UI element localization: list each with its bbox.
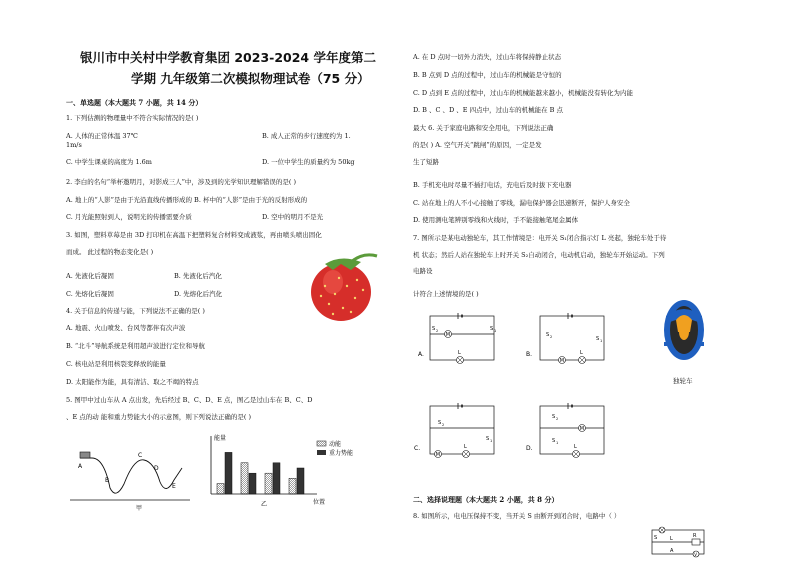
point-a-label: A bbox=[78, 463, 83, 470]
circuit-a-label: A. bbox=[418, 351, 424, 358]
q6-option-d: D. 使用测电笔辨别零线和火线时，手不能接触笔尾金属体 bbox=[413, 216, 579, 224]
lamp-label: L bbox=[464, 444, 467, 450]
point-b-label: B bbox=[105, 477, 110, 484]
q1-stem: 1. 下列估测的物理量中不符合实际情况的是( ) bbox=[66, 114, 199, 122]
q1-option-b: B. 成人正常的步行速度约为 1. bbox=[262, 132, 351, 140]
legend-potential: 重力势能 bbox=[329, 450, 354, 457]
q5-stem-2: 、E 点的动 能和重力势能大小的示意图，则下列说法正确的是( ) bbox=[66, 413, 252, 421]
switch-s2-label: S bbox=[546, 332, 550, 338]
chart-y-label: 能量 bbox=[214, 435, 227, 442]
q2-option-c: C. 月光能照射到人，说明光的传播需要介质 bbox=[66, 213, 192, 221]
roller-coaster-figure bbox=[70, 438, 205, 513]
q3-stem-2: 而成。 此过程的物态变化是( ) bbox=[66, 248, 154, 256]
point-e-label: E bbox=[172, 483, 176, 490]
energy-bar-chart bbox=[205, 432, 375, 510]
q3-option-b: B. 先液化后汽化 bbox=[174, 272, 222, 280]
q7-stem-4: 计符合上述情境的是( ) bbox=[413, 290, 479, 298]
q5-option-d: D. B 、C 、D 、E 四点中，过山车的机械能在 B 点 bbox=[413, 106, 563, 114]
q7-stem-2: 机 状态；然后人站在独轮车上时开关 S₂自动闭合，电动机启动，独轮车开始运动。下列 bbox=[413, 251, 665, 259]
motor-label: M bbox=[435, 452, 441, 459]
q4-option-c: C. 核电站是利用核裂变释放的能量 bbox=[66, 360, 166, 368]
switch-s1-label: S bbox=[596, 336, 600, 342]
unicycle-caption: 独轮车 bbox=[673, 377, 693, 385]
circuit-d bbox=[526, 402, 612, 460]
q8-lamp-label: L bbox=[670, 536, 673, 542]
switch-s1-label: S bbox=[486, 436, 490, 442]
q5-option-b: B. B 点到 D 点的过程中，过山车的机械能是守恒的 bbox=[413, 71, 562, 79]
q6-option-c: C. 站在地上的人不小心接触了零线，漏电保护器会迅速断开，保护人身安全 bbox=[413, 199, 630, 207]
switch-s1-sub: 1 bbox=[600, 339, 603, 343]
switch-s2-sub: 2 bbox=[550, 335, 553, 339]
q3-option-c: C. 先熔化后凝固 bbox=[66, 290, 114, 298]
switch-s1-sub: 1 bbox=[494, 329, 497, 333]
q7-stem-3: 电路设 bbox=[413, 267, 433, 275]
lamp-label: L bbox=[458, 350, 461, 356]
bar-kinetic-B bbox=[217, 484, 224, 494]
switch-s1-sub: 1 bbox=[556, 441, 559, 445]
q6-stem-2: 的是( ) A. 空气开关“跳闸”的原因，一定是发 bbox=[413, 141, 542, 149]
q1-option-c: C. 中学生课桌的高度为 1.6m bbox=[66, 158, 152, 166]
coaster-car bbox=[80, 452, 90, 458]
q3-option-d: D. 先熔化后汽化 bbox=[174, 290, 223, 298]
exam-title-line2: 学期 九年级第二次模拟物理试卷（75 分） bbox=[131, 71, 370, 86]
motor-label: M bbox=[559, 358, 565, 365]
point-d-label: D bbox=[154, 465, 159, 472]
bar-potential-C bbox=[249, 473, 256, 494]
resistor-icon bbox=[692, 539, 700, 545]
circuit-b bbox=[526, 312, 612, 367]
switch-s1-label: S bbox=[490, 326, 494, 332]
circuit-d-label: D. bbox=[526, 445, 533, 452]
bar-potential-B bbox=[225, 452, 232, 494]
q5-stem-1: 5. 图甲中过山车从 A 点出发，先后经过 B、C、D、E 点，图乙是过山车在 B、C、D bbox=[66, 396, 313, 404]
point-c-label: C bbox=[138, 452, 143, 459]
q3-stem-1: 3. 如图，塑料草莓是由 3D 打印机在高温下把塑料复合材料变成液浆，再由喷头喷出固化 bbox=[66, 231, 322, 239]
q1-option-d: D. 一位中学生的质量约为 50kg bbox=[262, 158, 355, 166]
exam-title-line1: 银川市中关村中学教育集团 2023-2024 学年度第二 bbox=[80, 50, 376, 65]
q8-stem: 8. 如图所示，电电压保持不变，当开关 S 由断开到闭合时，电路中（ ） bbox=[413, 512, 621, 520]
lamp-label: L bbox=[580, 350, 583, 356]
circuit-c-label: C. bbox=[414, 445, 421, 452]
q5-option-c: C. D 点到 E 点的过程中，过山车的机械能越来越小，机械能没有转化为内能 bbox=[413, 89, 634, 97]
q3-option-a: A. 先液化后凝固 bbox=[66, 272, 114, 280]
bar-kinetic-C bbox=[241, 463, 248, 494]
switch-s2-label: S bbox=[552, 414, 556, 420]
switch-s2-label: S bbox=[432, 326, 436, 332]
q1-option-a: A. 人体的正常体温 37℃ bbox=[66, 132, 138, 140]
q4-option-d: D. 太阳能作为能，具有清洁、取之不竭的特点 bbox=[66, 378, 199, 386]
circuit-c bbox=[414, 402, 502, 460]
q2-option-ab: A. 地上的“人影”是由于光沿直线传播形成的 B. 杯中的“人影”是由于光的反射形成的 bbox=[66, 196, 308, 204]
switch-s2-sub: 2 bbox=[442, 423, 445, 427]
q2-option-d: D. 空中的明月不是光 bbox=[262, 213, 324, 221]
section1-heading: 一、单选题（本大题共 7 小题，共 14 分） bbox=[66, 98, 203, 107]
circuit-a bbox=[418, 312, 502, 367]
q8-ammeter-label: A bbox=[670, 548, 674, 554]
figure-jia-label: 甲 bbox=[136, 505, 143, 512]
q7-stem-1: 7. 图所示是某电动独轮车，其工作情境是：电开关 S₁闭合指示灯 L 亮起，独轮车处于待 bbox=[413, 234, 667, 242]
q8-switch-label: S bbox=[654, 535, 658, 541]
bar-potential-D bbox=[273, 463, 280, 494]
q6-stem-3: 生了短路 bbox=[413, 158, 439, 166]
switch-s2-label: S bbox=[438, 420, 442, 426]
q8-circuit bbox=[648, 526, 712, 558]
figure-yi-label: 乙 bbox=[261, 501, 268, 508]
switch-s1-label: S bbox=[552, 438, 556, 444]
bar-potential-E bbox=[297, 468, 304, 494]
q4-stem: 4. 关于信息的传递与能，下列说法不正确的是( ) bbox=[66, 307, 205, 315]
q6-option-b: B. 手机充电时尽量不插打电话，充电后及时拔下充电器 bbox=[413, 181, 572, 189]
q2-stem: 2. 李白的名句“举杯邀明月，对影成三人”中，涉及到的光学知识理解错误的是( ) bbox=[66, 178, 297, 186]
q6-stem: 最大 6. 关于家庭电路和安全用电，下列说法正确 bbox=[413, 124, 554, 132]
q5-option-a: A. 在 D 点时一切外力消失，过山车将保持静止状态 bbox=[413, 53, 562, 61]
circuit-b-label: B. bbox=[526, 351, 533, 358]
motor-label: M bbox=[579, 426, 585, 433]
legend-potential-swatch bbox=[317, 450, 326, 455]
bar-kinetic-E bbox=[289, 478, 296, 494]
q8-voltmeter-label: V bbox=[694, 551, 697, 557]
switch-s2-sub: 2 bbox=[436, 329, 439, 333]
q4-option-b: B. “北斗”导航系统是利用超声波进行定位和导航 bbox=[66, 342, 206, 350]
switch-s1-sub: 1 bbox=[490, 439, 493, 443]
lamp-label: L bbox=[574, 444, 577, 450]
chart-x-label: 位置 bbox=[313, 499, 326, 506]
q4-option-a: A. 地震、火山喷发、台风等都伴有次声波 bbox=[66, 324, 186, 332]
q8-resistor-label: R bbox=[693, 533, 697, 539]
legend-kinetic: 动能 bbox=[329, 441, 342, 448]
strawberry-image bbox=[305, 250, 385, 322]
q1-option-b-cont: 1m/s bbox=[66, 141, 82, 149]
motor-label: M bbox=[445, 332, 451, 339]
bar-kinetic-D bbox=[265, 473, 272, 494]
legend-kinetic-hatch bbox=[317, 441, 326, 446]
section2-heading: 二、选择说理题（本大题共 2 小题，共 8 分） bbox=[413, 495, 559, 504]
unicycle-image bbox=[656, 298, 716, 374]
switch-s2-sub: 2 bbox=[556, 417, 559, 421]
